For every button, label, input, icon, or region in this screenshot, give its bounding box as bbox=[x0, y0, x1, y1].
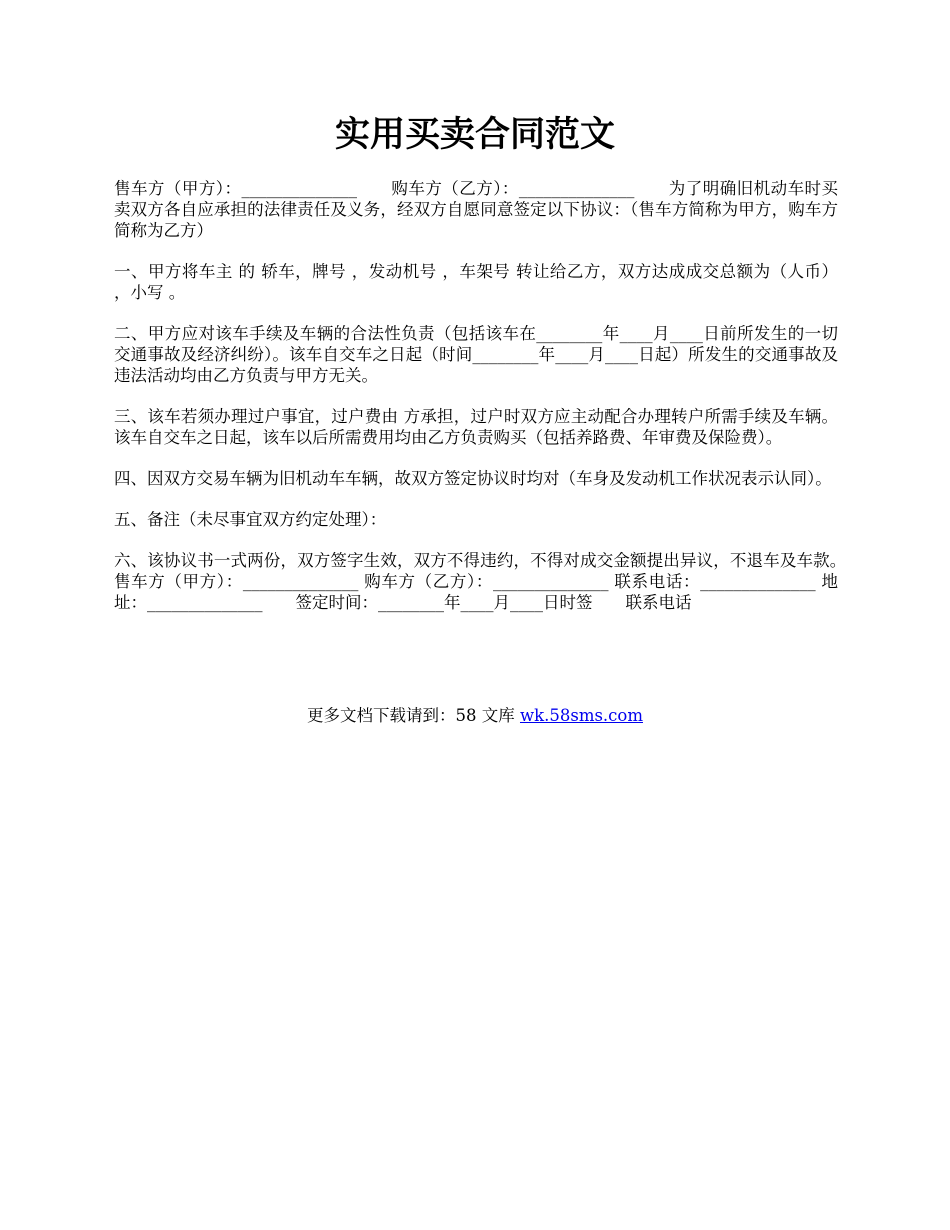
document-body bbox=[114, 178, 871, 633]
paragraph-clause-3: 三、该车若须办理过户事宜，过户费由 方承担，过户时双方应主动配合办理转户所需手续及车辆。该车自交车之日起，该车以后所需费用均由乙方负责购买（包括养路费、年审费及保险费）。 bbox=[114, 407, 838, 447]
footer-text: 更多文档下载请到：58 文库 bbox=[306, 706, 520, 725]
download-footer bbox=[0, 705, 950, 727]
document-title: 实用买卖合同范文 bbox=[334, 114, 615, 155]
paragraph-parties: 售车方（甲方）：______________ 购车方（乙方）：______________ 为了明确旧机动车时买卖双方各自应承担的法律责任及义务，经双方自愿同意签定以下协议：（售车方简称为甲方，购车方简称为乙方） bbox=[114, 179, 838, 240]
paragraph-clause-6: 六、该协议书一式两份，双方签字生效，双方不得违约，不得对成交金额提出异议，不退车及车款。 售车方（甲方）：______________ 购车方（乙方）：______________ 联系电话：______________ 地址：______________ 签定时间：________年____月____日时签 联系电话 bbox=[114, 551, 871, 612]
paragraph-clause-2: 二、甲方应对该车手续及车辆的合法性负责（包括该车在________年____月____日前所发生的一切交通事故及经济纠纷）。该车自交车之日起（时间________年____月____日起）所发生的交通事故及违法活动均由乙方负责与甲方无关。 bbox=[114, 324, 838, 385]
paragraph-clause-1: 一、甲方将车主 的 轿车，牌号 ，发动机号 ，车架号 转让给乙方，双方达成成交总额为（人币） ，小写 。 bbox=[114, 262, 838, 302]
paragraph-clause-4: 四、因双方交易车辆为旧机动车车辆，故双方签定协议时均对（车身及发动机工作状况表示认同）。 bbox=[114, 469, 832, 488]
footer-link[interactable]: wk.58sms.com bbox=[519, 706, 643, 725]
paragraph-clause-5: 五、备注（未尽事宜双方约定处理）： bbox=[114, 510, 387, 529]
